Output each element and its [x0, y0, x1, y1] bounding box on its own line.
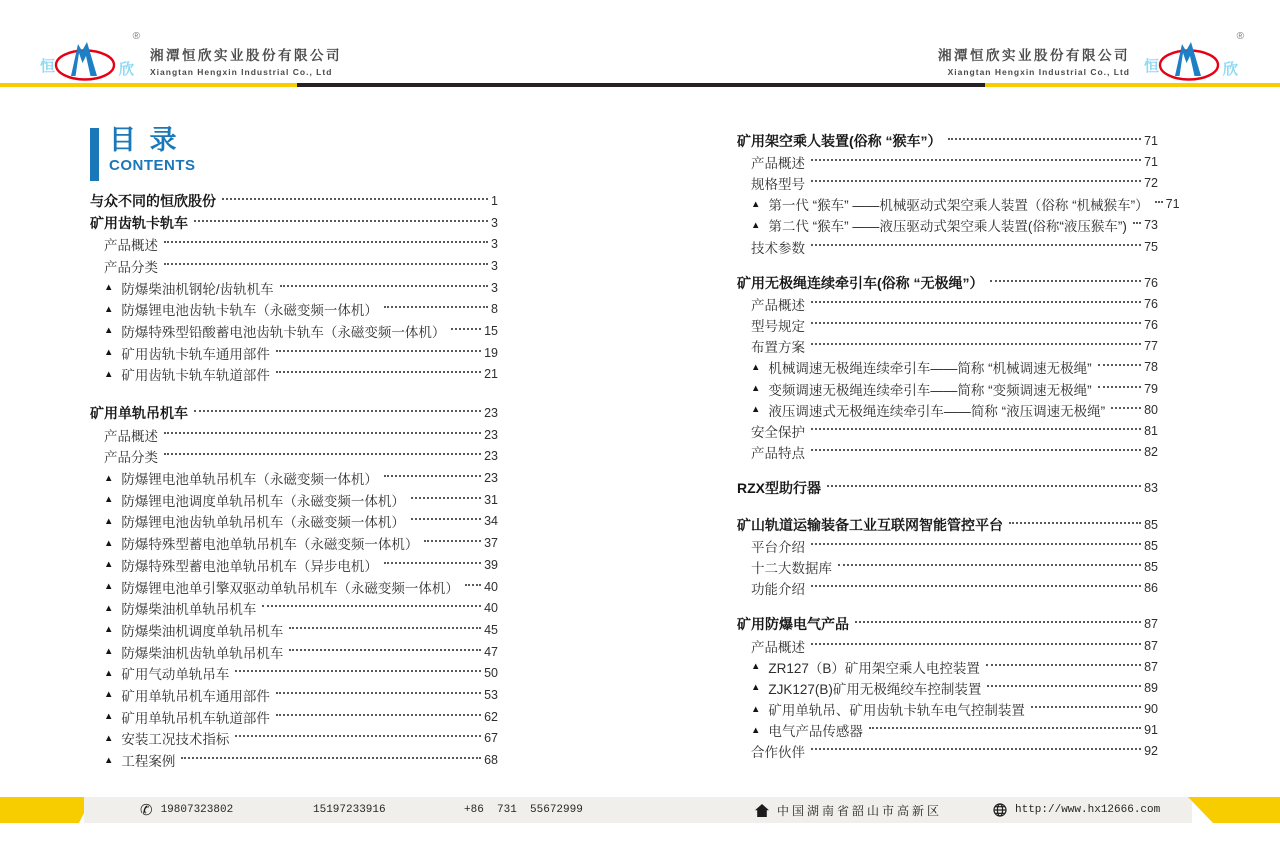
dot-leader: [1098, 364, 1141, 366]
logo-mountain-ellipse-icon: [1157, 39, 1221, 84]
toc-entry-label: 与众不同的恒欣股份: [90, 192, 216, 209]
toc-entry-page: 8: [491, 302, 498, 317]
toc-title-en: CONTENTS: [109, 157, 196, 175]
dot-leader: [276, 692, 481, 694]
triangle-bullet-icon: ▲: [751, 219, 761, 231]
triangle-bullet-icon: ▲: [104, 494, 114, 506]
toc-row: [90, 446, 498, 468]
dot-leader: [811, 244, 1141, 246]
toc-entry-label: 矿用单轨吊、矿用齿轨卡轨车电气控制装置: [768, 703, 1025, 719]
dot-leader: [1009, 522, 1141, 524]
toc-entry-page: 23: [484, 427, 498, 442]
toc-row: [90, 532, 498, 554]
toc-entry-label: ZJK127(B)矿用无极绳绞车控制装置: [768, 681, 982, 697]
toc-entry-page: 90: [1144, 702, 1158, 717]
toc-entry-page: 92: [1144, 744, 1158, 759]
toc-row: [737, 514, 1158, 535]
toc-entry-label: 防爆柴油机钢轮/齿轨机车: [121, 281, 274, 297]
dot-leader: [990, 280, 1142, 282]
dot-leader: [289, 649, 481, 651]
company-name-en: Xiangtan Hengxin Industrial Co., Ltd: [150, 66, 333, 77]
toc-entry-label: 型号规定: [751, 319, 805, 335]
footer-address-text: 中国湖南省韶山市高新区: [777, 803, 943, 818]
triangle-bullet-icon: ▲: [104, 711, 114, 723]
toc-entry-page: 15: [484, 323, 498, 338]
company-name-en: Xiangtan Hengxin Industrial Co., Ltd: [947, 66, 1130, 77]
toc-entry-page: 89: [1144, 680, 1158, 695]
toc-entry-page: 71: [1144, 154, 1158, 169]
toc-row: [90, 749, 498, 771]
toc-row: [737, 556, 1158, 577]
header-right: [938, 31, 1244, 84]
dot-leader: [194, 220, 488, 222]
toc-entry-page: 3: [491, 280, 498, 295]
dot-leader: [424, 540, 481, 542]
toc-entry-label: 产品概述: [751, 639, 805, 655]
toc-row: [90, 342, 498, 364]
toc-row: [90, 706, 498, 728]
toc-entry-label: 产品分类: [104, 450, 158, 466]
toc-entry-page: 91: [1144, 723, 1158, 738]
toc-entry-page: 76: [1144, 318, 1158, 333]
toc-entry-label: 矿用齿轨卡轨车: [90, 214, 188, 231]
toc-row: [737, 656, 1158, 677]
toc-row: [737, 293, 1158, 314]
dot-leader: [451, 328, 481, 330]
toc-row: [90, 298, 498, 320]
toc-row: [90, 212, 498, 234]
triangle-bullet-icon: ▲: [104, 537, 114, 549]
triangle-bullet-icon: ▲: [104, 559, 114, 571]
hengxin-logo-icon: [1144, 31, 1244, 84]
triangle-bullet-icon: ▲: [104, 515, 114, 527]
footer-accent-left: [0, 797, 92, 823]
footer-address: [755, 797, 942, 823]
logo-char-xin: 欣: [1222, 61, 1238, 78]
toc-entry-label: 矿用齿轨卡轨车通用部件: [121, 346, 270, 362]
toc-entry-label: 电气产品传感器: [768, 724, 863, 740]
dot-leader: [811, 301, 1141, 303]
toc-entry-label: 产品概述: [104, 428, 158, 444]
registered-trademark-icon: ®: [132, 31, 140, 42]
footer-website-url: http://www.hx12666.com: [1015, 804, 1161, 816]
toc-row: [737, 677, 1158, 698]
dot-leader: [222, 198, 488, 200]
triangle-bullet-icon: ▲: [104, 325, 114, 337]
dot-leader: [1111, 407, 1141, 409]
toc-entry-page: 19: [484, 345, 498, 360]
dot-leader: [194, 410, 481, 412]
toc-entry-page: 83: [1144, 481, 1158, 496]
toc-entry-label: 产品概述: [751, 297, 805, 313]
toc-entry-label: 防爆特殊型蓄电池单轨吊机车（永磁变频一体机）: [121, 537, 419, 553]
toc-entry-label: 矿山轨道运输装备工业互联网智能管控平台: [737, 516, 1003, 533]
toc-row: [737, 699, 1158, 720]
toc-row: [90, 511, 498, 533]
toc-entry-page: 87: [1144, 638, 1158, 653]
triangle-bullet-icon: ▲: [104, 303, 114, 315]
triangle-bullet-icon: ▲: [104, 368, 114, 380]
toc-row: [90, 554, 498, 576]
toc-entry-label: 液压调速式无极绳连续牵引车——简称 “液压调速无极绳”: [768, 403, 1106, 419]
globe-icon: [993, 803, 1007, 817]
toc-entry-page: 62: [484, 709, 498, 724]
dot-leader: [948, 138, 1142, 140]
dot-leader: [384, 306, 488, 308]
toc-entry-page: 53: [484, 687, 498, 702]
toc-entry-label: 产品概述: [104, 238, 158, 254]
toc-entry-page: 79: [1144, 381, 1158, 396]
toc-entry-label: 产品特点: [751, 446, 805, 462]
header-left: [40, 31, 342, 84]
dot-leader: [164, 241, 488, 243]
toc-row: [90, 320, 498, 342]
toc-entry-page: 86: [1144, 581, 1158, 596]
rule-yellow-left: [0, 83, 297, 87]
toc-entry-label: RZX型助行器: [737, 480, 821, 497]
toc-row: [737, 578, 1158, 599]
dot-leader: [1133, 222, 1141, 224]
toc-entry-label: 矿用防爆电气产品: [737, 616, 849, 633]
triangle-bullet-icon: ▲: [104, 602, 114, 614]
toc-entry-page: 50: [484, 666, 498, 681]
dot-leader: [164, 432, 481, 434]
toc-row: [737, 130, 1158, 151]
toc-row: [737, 172, 1158, 193]
toc-entry-page: 87: [1144, 617, 1158, 632]
toc-entry-page: 34: [484, 514, 498, 529]
toc-row: [737, 741, 1158, 762]
footer-website: [993, 797, 1160, 823]
toc-entry-page: 73: [1144, 218, 1158, 233]
toc-entry-page: 75: [1144, 239, 1158, 254]
toc-row: [737, 151, 1158, 172]
company-name-cn: 湘潭恒欣实业股份有限公司: [938, 47, 1130, 63]
toc-row: [90, 467, 498, 489]
toc-entry-label: 安全保护: [751, 425, 805, 441]
toc-row: [737, 420, 1158, 441]
dot-leader: [465, 584, 481, 586]
triangle-bullet-icon: ▲: [751, 661, 761, 673]
registered-trademark-icon: ®: [1236, 31, 1244, 42]
footer-phone1-number: 19807323802: [160, 804, 234, 816]
dot-leader: [811, 428, 1141, 430]
toc-row: [737, 399, 1158, 420]
dot-leader: [811, 585, 1141, 587]
toc-entry-page: 21: [484, 367, 498, 382]
toc-entry-page: 78: [1144, 360, 1158, 375]
triangle-bullet-icon: ▲: [104, 347, 114, 359]
triangle-bullet-icon: ▲: [104, 624, 114, 636]
toc-entry-label: 防爆锂电池调度单轨吊机车（永磁变频一体机）: [121, 493, 405, 509]
toc-entry-label: 布置方案: [751, 340, 805, 356]
top-rule: [0, 83, 1280, 87]
toc-entry-page: 71: [1144, 133, 1158, 148]
toc-row: [90, 402, 498, 424]
triangle-bullet-icon: ▲: [751, 383, 761, 395]
toc-entry-label: 矿用单轨吊机车通用部件: [121, 688, 270, 704]
toc-row: [90, 255, 498, 277]
toc-row: [90, 597, 498, 619]
dot-leader: [164, 263, 488, 265]
toc-row: [737, 635, 1158, 656]
toc-entry-label: 机械调速无极绳连续牵引车——简称 “机械调速无极绳”: [768, 361, 1092, 377]
toc-entry-label: 矿用无极绳连续牵引车(俗称 “无极绳”）: [737, 274, 984, 291]
toc-row: [90, 728, 498, 750]
toc-entry-page: 71: [1165, 197, 1180, 212]
toc-entry-label: 防爆柴油机齿轨单轨吊机车: [121, 645, 284, 661]
toc-row: [737, 378, 1158, 399]
dot-leader: [1155, 201, 1163, 203]
dot-leader: [811, 180, 1141, 182]
dot-leader: [181, 757, 481, 759]
logo-char-heng: 恒: [40, 58, 56, 75]
toc-row: [90, 641, 498, 663]
toc-column-right: [737, 130, 1180, 762]
dot-leader: [411, 497, 481, 499]
toc-entry-label: 矿用齿轨卡轨车轨道部件: [121, 368, 270, 384]
triangle-bullet-icon: ▲: [104, 689, 114, 701]
dot-leader: [811, 343, 1141, 345]
toc-row: [737, 194, 1180, 215]
toc-entry-label: 防爆锂电池齿轨单轨吊机车（永磁变频一体机）: [121, 515, 405, 531]
triangle-bullet-icon: ▲: [104, 646, 114, 658]
triangle-bullet-icon: ▲: [104, 754, 114, 766]
toc-entry-page: 23: [484, 449, 498, 464]
toc-entry-page: 47: [484, 644, 498, 659]
footer-phone2: [313, 797, 386, 823]
toc-row: [737, 236, 1158, 257]
toc-entry-page: 23: [484, 406, 498, 421]
toc-entry-label: 矿用单轨吊机车: [90, 405, 188, 422]
footer-phone1: [140, 797, 233, 823]
toc-row: [737, 442, 1158, 463]
toc-row: [737, 535, 1158, 556]
toc-row: [737, 272, 1158, 293]
toc-entry-page: 31: [484, 492, 498, 507]
toc-row: [90, 277, 498, 299]
dot-leader: [855, 621, 1141, 623]
dot-leader: [869, 727, 1141, 729]
dot-leader: [276, 350, 481, 352]
toc-row: [90, 662, 498, 684]
dot-leader: [276, 714, 481, 716]
triangle-bullet-icon: ▲: [104, 472, 114, 484]
toc-row: [737, 336, 1158, 357]
rule-yellow-right: [985, 83, 1280, 87]
toc-row: [737, 478, 1158, 499]
triangle-bullet-icon: ▲: [104, 732, 114, 744]
toc-entry-page: 3: [491, 258, 498, 273]
dot-leader: [411, 518, 481, 520]
dot-leader: [1031, 706, 1141, 708]
dot-leader: [811, 543, 1141, 545]
dot-leader: [811, 449, 1141, 451]
toc-entry-label: 矿用架空乘人装置(俗称 “猴车”）: [737, 132, 942, 149]
toc-entry-page: 85: [1144, 517, 1158, 532]
toc-entry-page: 3: [491, 215, 498, 230]
toc-row: [737, 215, 1158, 236]
dot-leader: [276, 371, 481, 373]
toc-entry-page: 82: [1144, 445, 1158, 460]
toc-entry-label: 防爆柴油机单轨吊机车: [121, 602, 257, 618]
toc-row: [90, 233, 498, 255]
toc-entry-label: 产品分类: [104, 259, 158, 275]
triangle-bullet-icon: ▲: [751, 682, 761, 694]
logo-mountain-ellipse-icon: [53, 39, 117, 84]
dot-leader: [280, 285, 488, 287]
toc-entry-page: 80: [1144, 402, 1158, 417]
toc-entry-page: 85: [1144, 538, 1158, 553]
toc-entry-label: 平台介绍: [751, 539, 805, 555]
dot-leader: [811, 322, 1141, 324]
dot-leader: [235, 670, 481, 672]
toc-row: [90, 684, 498, 706]
triangle-bullet-icon: ▲: [104, 282, 114, 294]
toc-entry-label: 合作伙伴: [751, 745, 805, 761]
toc-entry-label: 矿用气动单轨吊车: [121, 667, 230, 683]
logo-char-heng: 恒: [1144, 58, 1160, 75]
toc-entry-label: 防爆锂电池齿轨卡轨车（永磁变频一体机）: [121, 303, 378, 319]
footer-accent-right: [1188, 797, 1280, 823]
toc-entry-label: 技术参数: [751, 240, 805, 256]
dot-leader: [384, 475, 481, 477]
triangle-bullet-icon: ▲: [751, 404, 761, 416]
toc-entry-label: 产品概述: [751, 155, 805, 171]
heading-accent-bar: [90, 128, 99, 181]
toc-entry-label: 安装工况技术指标: [121, 732, 230, 748]
toc-row: [737, 720, 1158, 741]
toc-entry-label: 防爆锂电池单引擎双驱动单轨吊机车（永磁变频一体机）: [121, 580, 459, 596]
toc-entry-label: 变频调速无极绳连续牵引车——简称 “变频调速无极绳”: [768, 382, 1092, 398]
triangle-bullet-icon: ▲: [104, 667, 114, 679]
phone-icon: ✆: [140, 801, 153, 819]
toc-entry-page: 1: [491, 193, 498, 208]
dot-leader: [235, 735, 481, 737]
toc-entry-page: 77: [1144, 339, 1158, 354]
triangle-bullet-icon: ▲: [104, 581, 114, 593]
toc-entry-page: 67: [484, 731, 498, 746]
dot-leader: [987, 685, 1141, 687]
toc-entry-page: 37: [484, 536, 498, 551]
dot-leader: [827, 485, 1141, 487]
toc-entry-label: 矿用单轨吊机车轨道部件: [121, 710, 270, 726]
toc-entry-page: 85: [1144, 559, 1158, 574]
toc-heading: [90, 126, 196, 182]
toc-row: [90, 424, 498, 446]
dot-leader: [811, 159, 1141, 161]
footer-phone3-number: +86 731 55672999: [464, 804, 583, 816]
dot-leader: [986, 664, 1141, 666]
triangle-bullet-icon: ▲: [751, 198, 761, 210]
logo-char-xin: 欣: [118, 61, 134, 78]
toc-entry-page: 76: [1144, 275, 1158, 290]
toc-entry-page: 45: [484, 622, 498, 637]
dot-leader: [164, 453, 481, 455]
toc-entry-label: 十二大数据库: [751, 560, 832, 576]
toc-row: [90, 489, 498, 511]
dot-leader: [1098, 386, 1141, 388]
toc-entry-page: 40: [484, 579, 498, 594]
triangle-bullet-icon: ▲: [751, 724, 761, 736]
toc-entry-label: 防爆锂电池单轨吊机车（永磁变频一体机）: [121, 472, 378, 488]
toc-entry-label: 防爆柴油机调度单轨吊机车: [121, 623, 284, 639]
dot-leader: [811, 643, 1141, 645]
toc-row: [737, 614, 1158, 635]
toc-entry-page: 68: [484, 753, 498, 768]
toc-row: [90, 190, 498, 212]
dot-leader: [262, 605, 481, 607]
toc-entry-label: ZR127（B）矿用架空乘人电控装置: [768, 660, 980, 676]
dot-leader: [811, 748, 1141, 750]
rule-dark-center: [297, 83, 985, 87]
triangle-bullet-icon: ▲: [751, 361, 761, 373]
toc-entry-label: 第二代 “猴车” ——液压驱动式架空乘人装置(俗称“液压猴车”): [768, 219, 1127, 235]
toc-entry-page: 76: [1144, 296, 1158, 311]
toc-title-cn: 目 录: [109, 125, 180, 155]
toc-entry-label: 功能介绍: [751, 582, 805, 598]
toc-column-left: [90, 190, 498, 771]
footer-phone3: [464, 797, 583, 823]
toc-row: [737, 357, 1158, 378]
toc-entry-label: 防爆特殊型铅酸蓄电池齿轨卡轨车（永磁变频一体机）: [121, 324, 446, 340]
footer-phone2-number: 15197233916: [313, 804, 386, 816]
toc-entry-page: 40: [484, 601, 498, 616]
dot-leader: [838, 564, 1141, 566]
toc-entry-page: 87: [1144, 659, 1158, 674]
toc-row: [90, 364, 498, 386]
triangle-bullet-icon: ▲: [751, 703, 761, 715]
toc-entry-page: 23: [484, 471, 498, 486]
toc-entry-label: 防爆特殊型蓄电池单轨吊机车（异步电机）: [121, 558, 378, 574]
toc-entry-label: 第一代 “猴车” ——机械驱动式架空乘人装置（俗称 “机械猴车”）: [768, 198, 1149, 214]
home-icon: [755, 804, 769, 817]
toc-entry-page: 3: [491, 237, 498, 252]
toc-row: [737, 315, 1158, 336]
toc-row: [90, 576, 498, 598]
dot-leader: [384, 562, 481, 564]
toc-entry-label: 工程案例: [121, 754, 176, 770]
company-name-cn: 湘潭恒欣实业股份有限公司: [150, 47, 342, 63]
dot-leader: [289, 627, 481, 629]
toc-entry-page: 81: [1144, 424, 1158, 439]
toc-entry-label: 规格型号: [751, 176, 805, 192]
hengxin-logo-icon: [40, 31, 140, 84]
toc-row: [90, 619, 498, 641]
toc-entry-page: 72: [1144, 175, 1158, 190]
toc-entry-page: 39: [484, 557, 498, 572]
